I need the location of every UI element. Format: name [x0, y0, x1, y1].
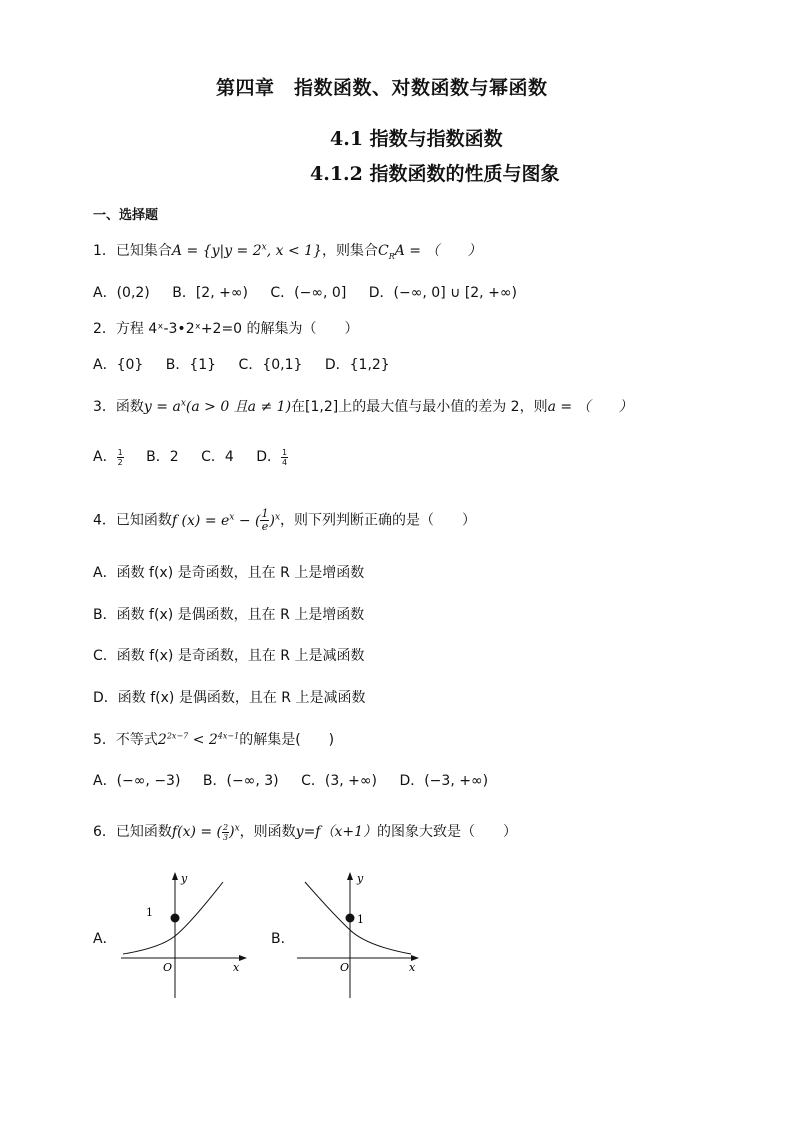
- option-a[interactable]: A．(0,2): [93, 285, 150, 301]
- origin-label: O: [340, 961, 350, 974]
- question-5-options: [93, 770, 488, 790]
- question-1: [93, 240, 481, 261]
- graph-b[interactable]: [291, 868, 431, 1000]
- question-3: [93, 396, 633, 416]
- option-d[interactable]: D．(−3, +∞): [399, 773, 489, 789]
- math-expression: $y = a^x(a > 0$ 且a ≠ 1): [143, 398, 292, 415]
- x-axis-label: x: [409, 961, 416, 974]
- y-axis-label: y: [181, 872, 188, 885]
- question-text: 已知函数: [115, 824, 172, 840]
- math-expression: f $(x) = e^x$ − ( $\frac{1}{e}$ )$^x$: [171, 507, 281, 533]
- math-expression: a = （ ）: [547, 399, 633, 415]
- question-number: 4．: [93, 512, 116, 529]
- point-label: 1: [357, 913, 364, 926]
- question-text: 的解集是( ): [239, 732, 335, 748]
- graph-b-label[interactable]: B．: [271, 931, 295, 947]
- math-expression: y=f（x+1）: [295, 824, 378, 840]
- question-text: 在[1,2]上的最大值与最小值的差为 2，则: [291, 399, 548, 415]
- question-1-options: [93, 282, 517, 302]
- question-4: [93, 508, 476, 533]
- question-text: 函数: [115, 399, 144, 415]
- math-expression: $A = \{y|y = 2^x$, x < 1}: [171, 242, 322, 259]
- option-c[interactable]: C．4: [201, 449, 234, 465]
- point: [346, 914, 355, 923]
- question-6: [93, 821, 517, 842]
- question-text: 的图象大致是（ ）: [377, 824, 518, 840]
- origin-label: O: [163, 961, 173, 974]
- question-text: 已知函数: [115, 512, 172, 529]
- question-number: 3．: [93, 399, 116, 415]
- question-number: 6．: [93, 824, 116, 840]
- point: [171, 914, 180, 923]
- math-expression: $2^{2x-7} < 2^{4x-1}$: [157, 731, 240, 748]
- question-2: 2．方程 4ˣ-3•2ˣ+2=0 的解集为（ ）: [93, 321, 359, 337]
- y-axis-arrow: [172, 872, 178, 880]
- option-d[interactable]: D． $\frac{1}{4}$: [256, 447, 288, 467]
- graph-a[interactable]: [115, 868, 255, 1000]
- question-2-options: [93, 354, 390, 374]
- option-c[interactable]: C．函数 f(x) 是奇函数，且在 R 上是减函数: [93, 648, 365, 664]
- math-expression: f(x) = ( $\frac{2}{3}$ )$^x$: [171, 822, 240, 842]
- question-3-options: [93, 446, 288, 467]
- option-a[interactable]: A．{0}: [93, 357, 144, 373]
- question-number: 5．: [93, 732, 116, 748]
- option-b[interactable]: B．(−∞, 3): [202, 773, 279, 789]
- option-a[interactable]: A．函数 f(x) 是奇函数，且在 R 上是增函数: [93, 565, 365, 581]
- x-axis-label: x: [233, 961, 240, 974]
- option-d[interactable]: D．函数 f(x) 是偶函数，且在 R 上是减函数: [93, 690, 366, 706]
- point-label: 1: [146, 906, 153, 919]
- option-d[interactable]: D．{1,2}: [324, 357, 390, 373]
- part-heading: 一、选择题: [93, 208, 159, 223]
- option-b[interactable]: B．[2, +∞): [172, 285, 248, 301]
- chapter-title: 第四章 指数函数、对数函数与幂函数: [216, 77, 548, 99]
- math-expression: $C_RA$ = （ ）: [377, 243, 482, 261]
- x-axis-arrow: [239, 955, 247, 961]
- y-axis-label: y: [357, 872, 364, 885]
- question-5: [93, 729, 334, 749]
- subsection-title: 4.1.2 指数函数的性质与图象: [310, 163, 560, 185]
- option-a[interactable]: A． $\frac{1}{2}$: [93, 447, 123, 467]
- option-b[interactable]: B．{1}: [165, 357, 217, 373]
- option-b[interactable]: B．函数 f(x) 是偶函数，且在 R 上是增函数: [93, 607, 365, 623]
- option-c[interactable]: C．{0,1}: [238, 357, 303, 373]
- section-title: 4.1 指数与指数函数: [330, 128, 503, 150]
- option-c[interactable]: C．(−∞, 0]: [270, 285, 347, 301]
- option-c[interactable]: C．(3, +∞): [301, 773, 377, 789]
- y-axis-arrow: [347, 872, 353, 880]
- question-number: 1．: [93, 243, 116, 259]
- question-text: ，则集合: [321, 243, 378, 259]
- question-text: ，则下列判断正确的是（ ）: [280, 512, 477, 529]
- option-b[interactable]: B．2: [146, 449, 179, 465]
- question-text: ，则函数: [239, 824, 296, 840]
- option-d[interactable]: D．(−∞, 0] ∪ [2, +∞): [368, 285, 517, 301]
- question-text: 已知集合: [115, 243, 172, 259]
- question-text: 不等式: [115, 732, 158, 748]
- option-a[interactable]: A．(−∞, −3): [93, 773, 181, 789]
- graph-a-label[interactable]: A．: [93, 931, 117, 947]
